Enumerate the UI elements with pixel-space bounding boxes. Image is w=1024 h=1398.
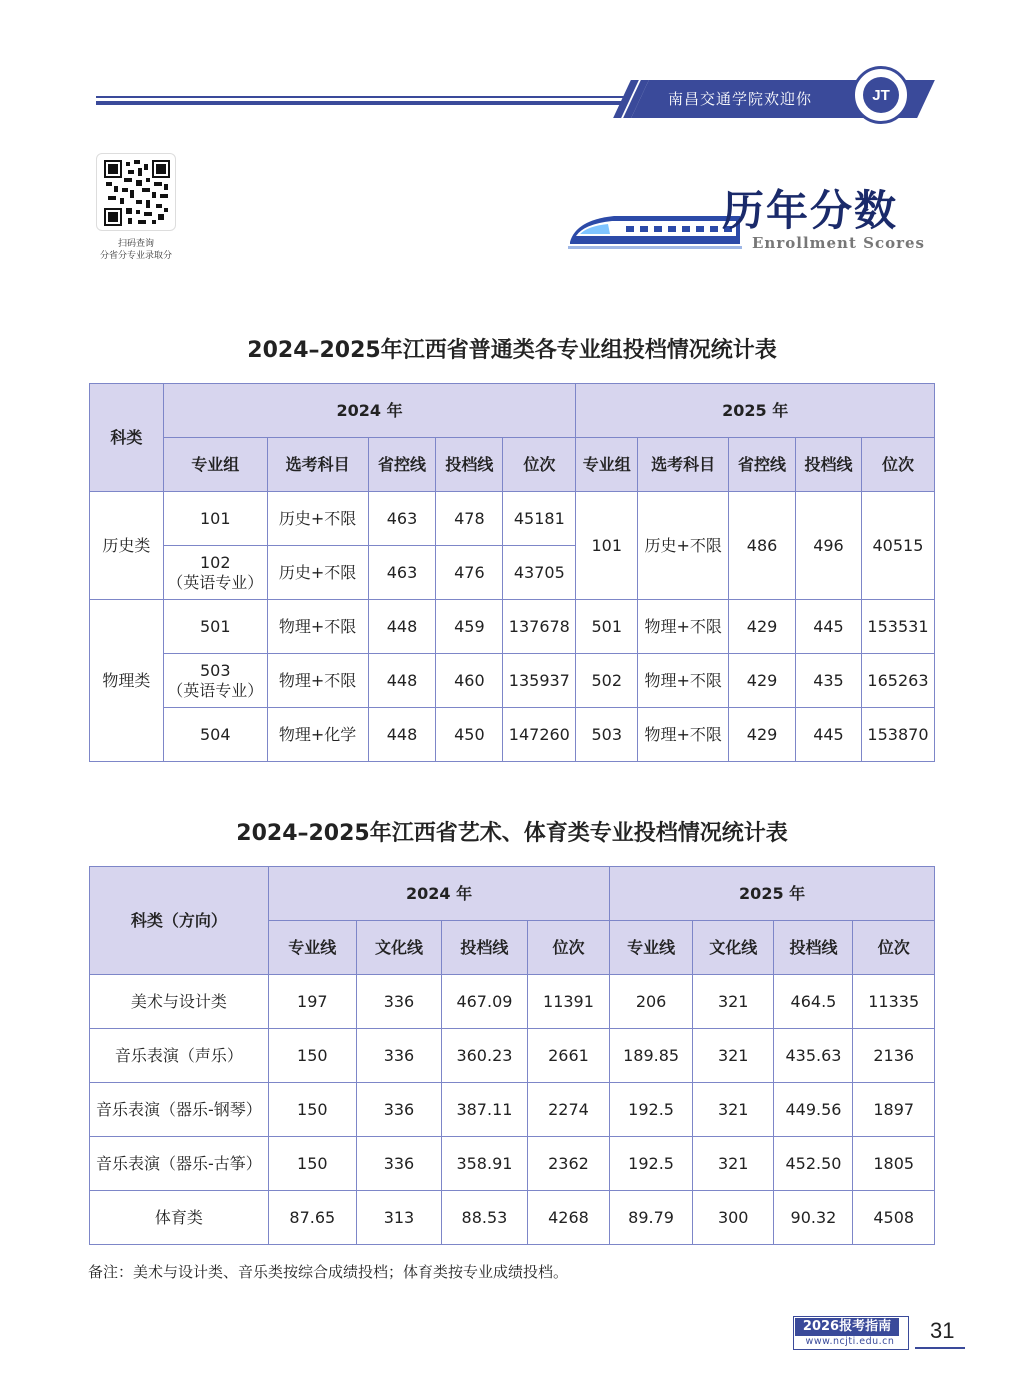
cell-control: 429 bbox=[729, 708, 796, 762]
header-group: 专业组 bbox=[576, 438, 638, 492]
footer-rule bbox=[915, 1347, 965, 1349]
header-year-2024: 2024 年 bbox=[163, 384, 575, 438]
cell-value: 452.50 bbox=[774, 1137, 853, 1191]
cell-value: 1897 bbox=[853, 1083, 935, 1137]
cell-cutoff: 476 bbox=[436, 546, 503, 600]
cell-value: 89.79 bbox=[610, 1191, 693, 1245]
header-major-line: 专业线 bbox=[268, 921, 356, 975]
cell-cutoff: 445 bbox=[796, 600, 862, 654]
cell-control: 448 bbox=[368, 600, 436, 654]
cell-subject: 物理+不限 bbox=[638, 600, 729, 654]
cell-group: 502 bbox=[576, 654, 638, 708]
table-row bbox=[90, 1083, 935, 1137]
cell-value: 2362 bbox=[527, 1137, 609, 1191]
header-banner-text: 南昌交通学院欢迎你 bbox=[668, 90, 813, 108]
page-number: 31 bbox=[930, 1318, 955, 1343]
header-category: 科类 bbox=[90, 384, 164, 492]
cell-value: 88.53 bbox=[442, 1191, 528, 1245]
cell-group: 101 bbox=[163, 492, 267, 546]
cell-cutoff: 435 bbox=[796, 654, 862, 708]
cell-value: 206 bbox=[610, 975, 693, 1029]
cell-value: 321 bbox=[692, 1029, 774, 1083]
header-control-line: 省控线 bbox=[729, 438, 796, 492]
general-admission-table bbox=[89, 383, 935, 762]
header-control-line: 省控线 bbox=[368, 438, 436, 492]
cell-control: 429 bbox=[729, 654, 796, 708]
cell-cutoff: 460 bbox=[436, 654, 503, 708]
cell-value: 189.85 bbox=[610, 1029, 693, 1083]
cell-subject: 物理+不限 bbox=[267, 654, 368, 708]
cell-subject: 物理+不限 bbox=[638, 654, 729, 708]
cell-group: 504 bbox=[163, 708, 267, 762]
table-row bbox=[90, 1137, 935, 1191]
table1-title: 2024–2025年江西省普通类各专业组投档情况统计表 bbox=[247, 338, 777, 363]
header-year-2024: 2024 年 bbox=[268, 867, 609, 921]
cell-value: 2136 bbox=[853, 1029, 935, 1083]
cell-value: 90.32 bbox=[774, 1191, 853, 1245]
header-year-2025: 2025 年 bbox=[610, 867, 935, 921]
header-cutoff: 投档线 bbox=[796, 438, 862, 492]
table-row bbox=[90, 654, 935, 708]
header-subject: 选考科目 bbox=[638, 438, 729, 492]
cell-group: 503 bbox=[576, 708, 638, 762]
group-code: 503 bbox=[200, 660, 231, 680]
cell-rank: 43705 bbox=[503, 546, 576, 600]
header-rule-thick bbox=[96, 101, 626, 105]
cell-value: 464.5 bbox=[774, 975, 853, 1029]
footer-url: www.ncjti.edu.cn bbox=[805, 1336, 895, 1347]
cell-category: 美术与设计类 bbox=[90, 975, 269, 1029]
cell-value: 197 bbox=[268, 975, 356, 1029]
qr-code-icon bbox=[104, 160, 170, 226]
qr-code bbox=[96, 153, 176, 231]
cell-value: 150 bbox=[268, 1029, 356, 1083]
cell-rank: 45181 bbox=[503, 492, 576, 546]
cell-rank: 165263 bbox=[861, 654, 934, 708]
group-note: （英语专业） bbox=[167, 680, 264, 700]
cell-cutoff: 445 bbox=[796, 708, 862, 762]
cell-value: 150 bbox=[268, 1083, 356, 1137]
logo-text: JT bbox=[863, 77, 899, 113]
cell-group bbox=[163, 546, 267, 600]
qr-caption-2: 分省分专业录取分 bbox=[99, 251, 172, 261]
cell-category: 音乐表演（器乐-古筝） bbox=[90, 1137, 269, 1191]
header-rule-thin bbox=[96, 96, 626, 98]
cell-subject: 历史+不限 bbox=[267, 546, 368, 600]
group-code: 102 bbox=[200, 552, 231, 572]
school-logo bbox=[852, 66, 910, 124]
cell-value: 336 bbox=[356, 1029, 441, 1083]
cell-value: 11335 bbox=[853, 975, 935, 1029]
header-culture-line: 文化线 bbox=[692, 921, 774, 975]
section-subtitle: Enrollment Scores bbox=[752, 234, 925, 252]
cell-group: 101 bbox=[576, 492, 638, 600]
group-note: （英语专业） bbox=[167, 572, 264, 592]
qr-caption-1: 扫码查询 bbox=[117, 239, 154, 249]
header-rank: 位次 bbox=[527, 921, 609, 975]
cell-control: 486 bbox=[729, 492, 796, 600]
table-row bbox=[90, 1191, 935, 1245]
cell-rank: 153531 bbox=[861, 600, 934, 654]
cell-value: 87.65 bbox=[268, 1191, 356, 1245]
header-culture-line: 文化线 bbox=[356, 921, 441, 975]
header-subject: 选考科目 bbox=[267, 438, 368, 492]
cell-value: 1805 bbox=[853, 1137, 935, 1191]
cell-rank: 135937 bbox=[503, 654, 576, 708]
cell-value: 321 bbox=[692, 1137, 774, 1191]
cell-group bbox=[163, 654, 267, 708]
cell-value: 435.63 bbox=[774, 1029, 853, 1083]
table2-title: 2024–2025年江西省艺术、体育类专业投档情况统计表 bbox=[236, 821, 788, 846]
cell-control: 429 bbox=[729, 600, 796, 654]
header-year-2025: 2025 年 bbox=[576, 384, 935, 438]
cell-value: 4508 bbox=[853, 1191, 935, 1245]
cell-group: 501 bbox=[576, 600, 638, 654]
cell-value: 336 bbox=[356, 975, 441, 1029]
cell-rank: 153870 bbox=[861, 708, 934, 762]
header-cutoff: 投档线 bbox=[442, 921, 528, 975]
cell-value: 321 bbox=[692, 1083, 774, 1137]
cell-value: 192.5 bbox=[610, 1137, 693, 1191]
table-row bbox=[90, 975, 935, 1029]
header-rank: 位次 bbox=[503, 438, 576, 492]
cell-rank: 40515 bbox=[861, 492, 934, 600]
cell-subject: 历史+不限 bbox=[638, 492, 729, 600]
cell-value: 2661 bbox=[527, 1029, 609, 1083]
art-sports-admission-table bbox=[89, 866, 935, 1245]
cell-value: 2274 bbox=[527, 1083, 609, 1137]
cell-value: 387.11 bbox=[442, 1083, 528, 1137]
cell-cutoff: 459 bbox=[436, 600, 503, 654]
header-rank: 位次 bbox=[853, 921, 935, 975]
cell-control: 463 bbox=[368, 546, 436, 600]
cell-value: 313 bbox=[356, 1191, 441, 1245]
cell-value: 11391 bbox=[527, 975, 609, 1029]
cell-control: 448 bbox=[368, 708, 436, 762]
cell-value: 360.23 bbox=[442, 1029, 528, 1083]
cell-value: 4268 bbox=[527, 1191, 609, 1245]
category-history: 历史类 bbox=[90, 492, 164, 600]
cell-value: 358.91 bbox=[442, 1137, 528, 1191]
cell-value: 300 bbox=[692, 1191, 774, 1245]
table-row bbox=[90, 1029, 935, 1083]
cell-value: 467.09 bbox=[442, 975, 528, 1029]
cell-cutoff: 450 bbox=[436, 708, 503, 762]
cell-group: 501 bbox=[163, 600, 267, 654]
cell-control: 448 bbox=[368, 654, 436, 708]
cell-control: 463 bbox=[368, 492, 436, 546]
cell-value: 150 bbox=[268, 1137, 356, 1191]
cell-subject: 历史+不限 bbox=[267, 492, 368, 546]
cell-subject: 物理+不限 bbox=[267, 600, 368, 654]
cell-category: 音乐表演（声乐） bbox=[90, 1029, 269, 1083]
train-icon bbox=[566, 206, 746, 256]
cell-rank: 137678 bbox=[503, 600, 576, 654]
table-row bbox=[90, 708, 935, 762]
cell-value: 336 bbox=[356, 1083, 441, 1137]
footer-guide-label: 2026报考指南 bbox=[795, 1318, 899, 1336]
header-category-direction: 科类（方向） bbox=[90, 867, 269, 975]
cell-cutoff: 496 bbox=[796, 492, 862, 600]
cell-value: 449.56 bbox=[774, 1083, 853, 1137]
header-major-line: 专业线 bbox=[610, 921, 693, 975]
header-cutoff: 投档线 bbox=[436, 438, 503, 492]
cell-subject: 物理+不限 bbox=[638, 708, 729, 762]
section-title: 历年分数 bbox=[722, 186, 899, 235]
cell-value: 321 bbox=[692, 975, 774, 1029]
category-physics: 物理类 bbox=[90, 600, 164, 762]
cell-rank: 147260 bbox=[503, 708, 576, 762]
header-group: 专业组 bbox=[163, 438, 267, 492]
cell-cutoff: 478 bbox=[436, 492, 503, 546]
table-row bbox=[90, 600, 935, 654]
cell-value: 192.5 bbox=[610, 1083, 693, 1137]
cell-value: 336 bbox=[356, 1137, 441, 1191]
footnote: 备注：美术与设计类、音乐类按综合成绩投档；体育类按专业成绩投档。 bbox=[88, 1263, 569, 1281]
table-row bbox=[90, 492, 935, 546]
header-cutoff: 投档线 bbox=[774, 921, 853, 975]
cell-category: 体育类 bbox=[90, 1191, 269, 1245]
cell-category: 音乐表演（器乐-钢琴） bbox=[90, 1083, 269, 1137]
cell-subject: 物理+化学 bbox=[267, 708, 368, 762]
header-rank: 位次 bbox=[861, 438, 934, 492]
